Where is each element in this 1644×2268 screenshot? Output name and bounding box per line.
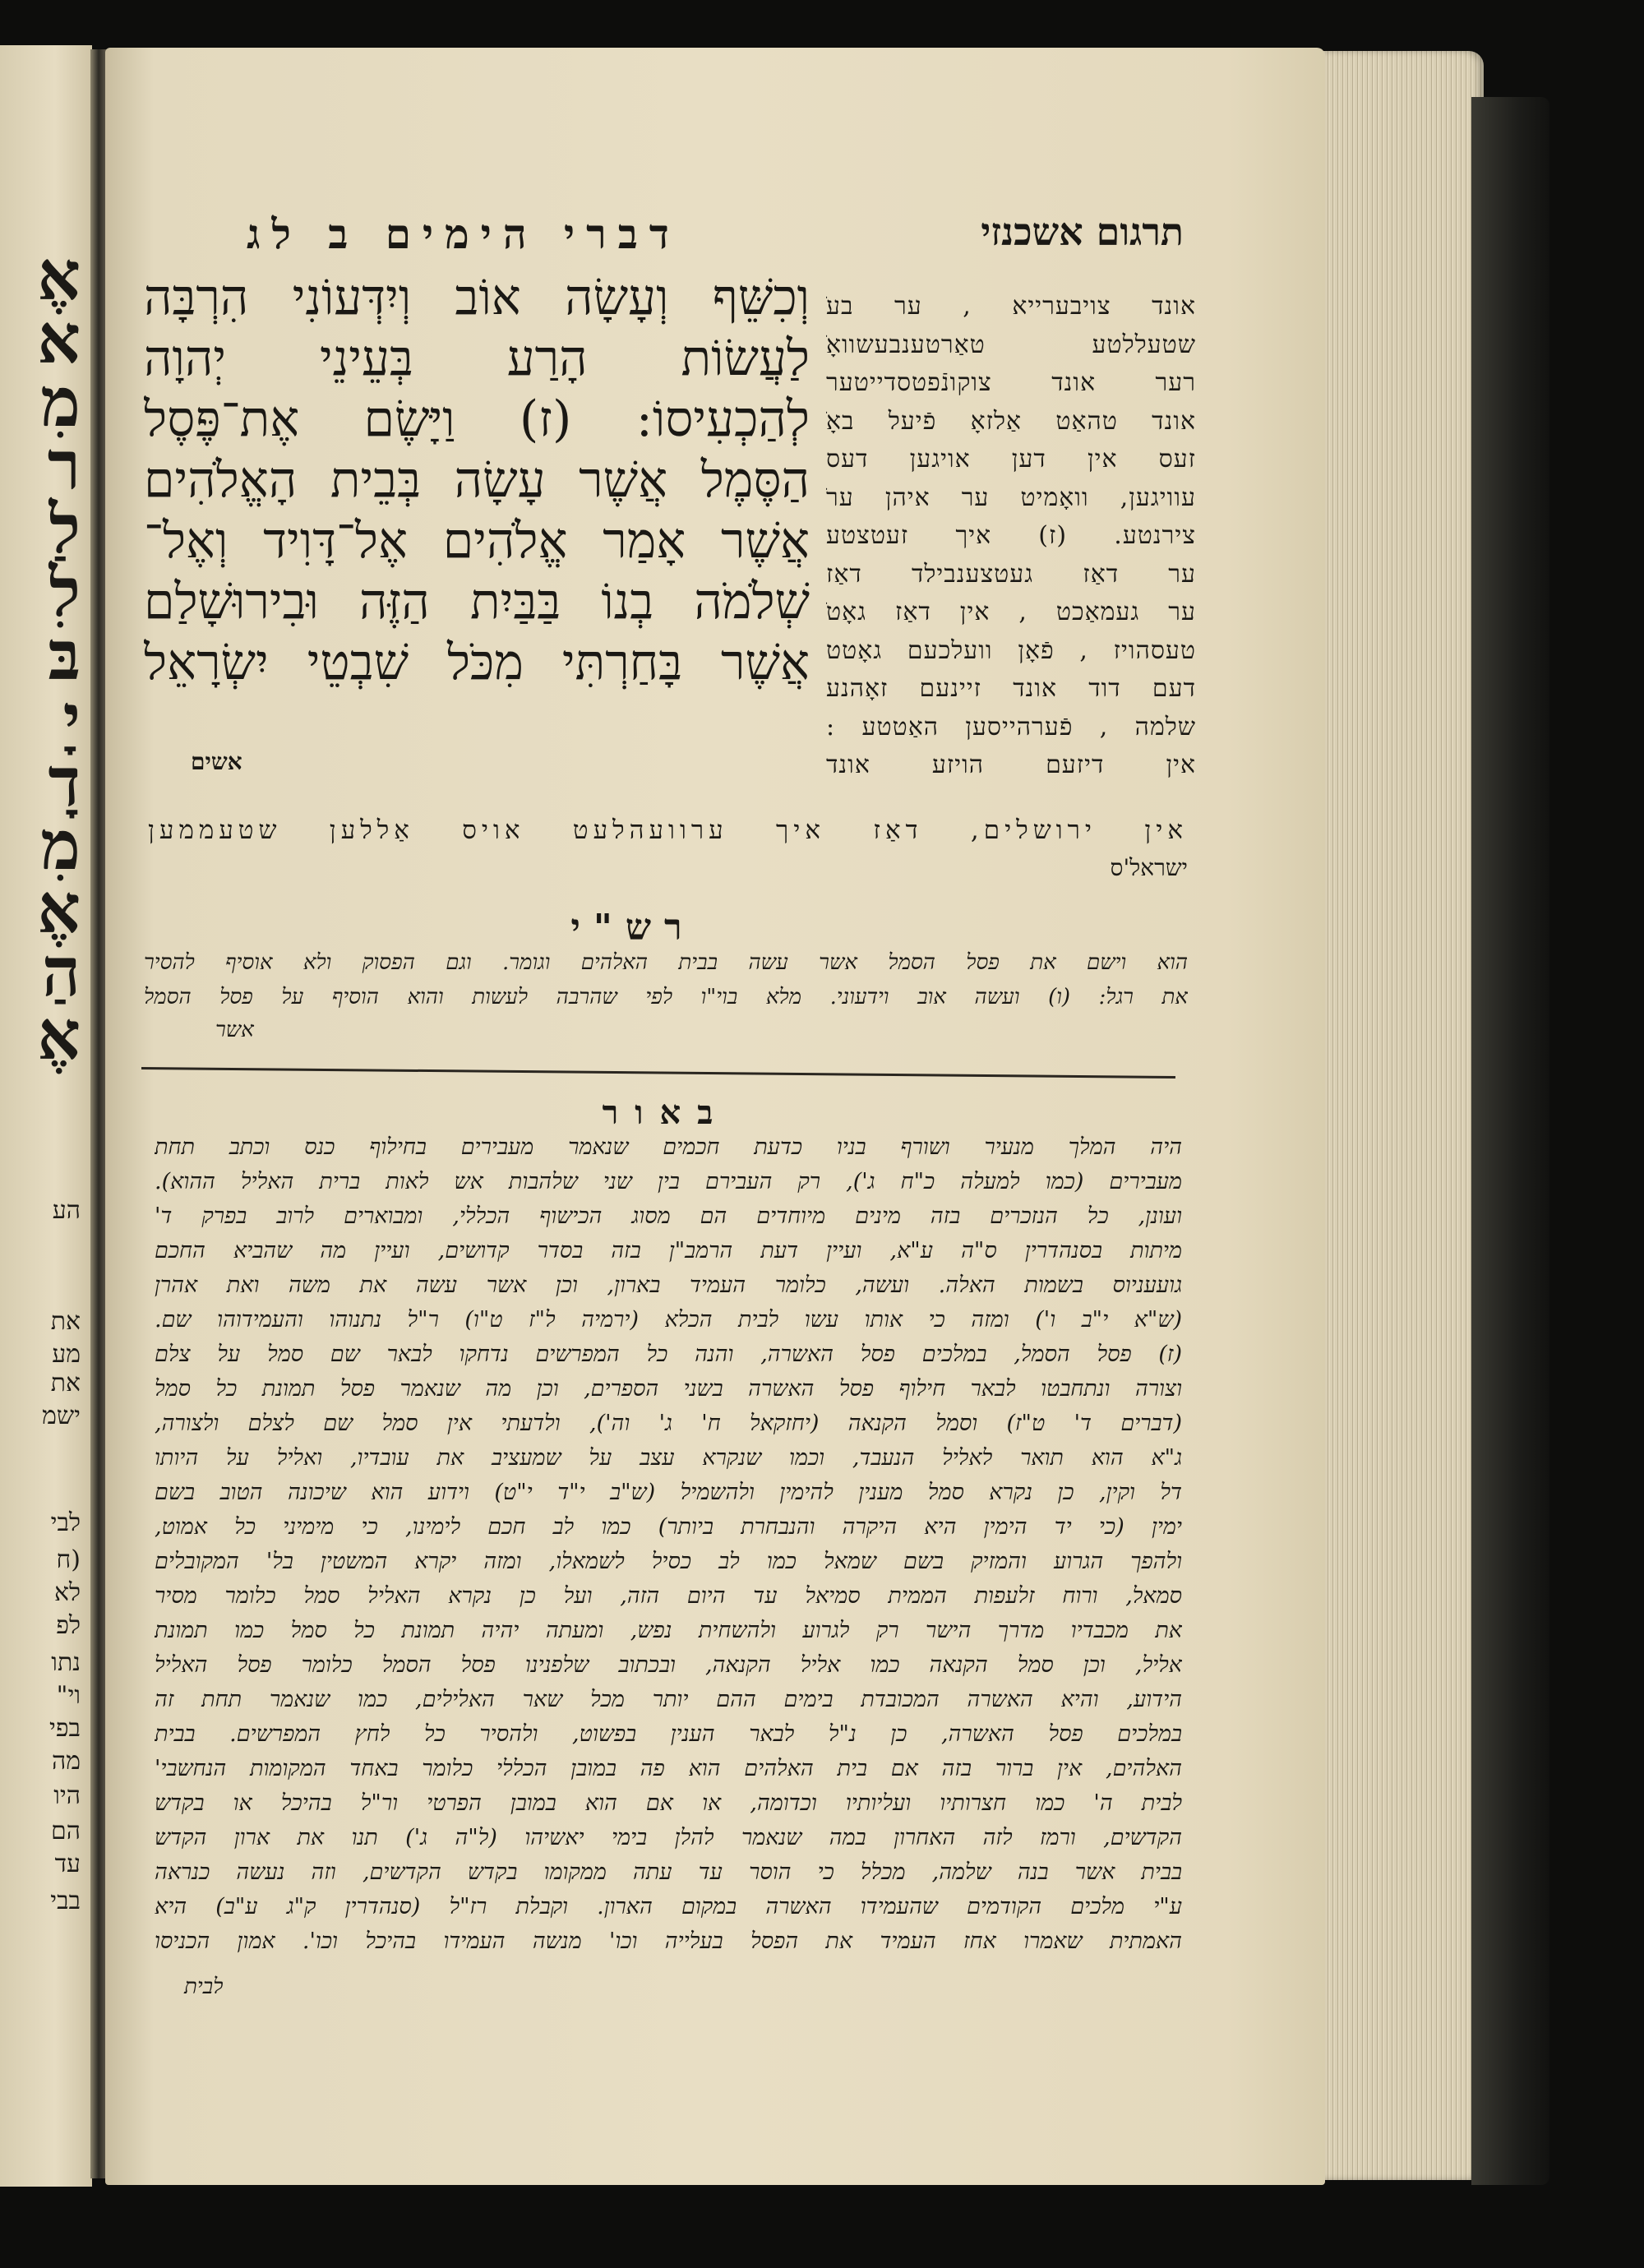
translation-last-word: ישראל'ס xyxy=(1110,854,1188,881)
translation-line: אין דיזעם הויזע אונד xyxy=(826,751,1196,779)
left-page-fragment: לא xyxy=(53,1578,81,1607)
left-page-fragment: הע xyxy=(52,1196,81,1225)
left-page-fragment: את xyxy=(50,1369,81,1397)
translation-line: זעס אין דען אויגען דעס xyxy=(826,445,1196,473)
bible-verse-line: הַסֶּמֶל אֲשֶׁר עָשָׂה בְּבֵית הָאֱלֹהִים xyxy=(144,451,810,509)
left-page-fragment: אֶ xyxy=(37,237,81,316)
translation-line: רער אונד צוקונֿפטסדייטער xyxy=(826,368,1196,397)
left-page-fragment: מה xyxy=(51,1747,81,1776)
left-page-fragment: בּ xyxy=(48,617,81,695)
left-page-fragment: א xyxy=(37,300,81,379)
biur-line: (ש"א י"ב ו') ומזה כי אותו עשו לבית הכלא (ירמיה ל"ז ט"ו) ר"ל נתנוהו והעמידוהו שם. xyxy=(155,1307,1182,1333)
biur-line: ימין (כי יד הימין היא היקרה והנבחרת ביותר) כמו לב חכם לימינו, כי מימיני כל אמוט, xyxy=(155,1514,1182,1540)
translation-line: אונד טהאַט אַלזאָ פֿיעל באָׂ xyxy=(826,406,1196,436)
translation-full-line: אין ירושלים, דאַז איך ערוועהלעט אויס אַללען שטעממען xyxy=(148,815,1188,845)
left-page-fragment: (ח xyxy=(56,1545,81,1574)
left-page-fragment: נתו xyxy=(51,1648,81,1677)
left-page-fragment: לִ xyxy=(48,553,81,632)
left-page-fragment: אֶ xyxy=(37,996,81,1075)
biur-line: מיתות בסנהדרין ס"ה ע"א, ועיין דעת הרמב"ן בזה בסדר קדושים, ועיין מה שהביא החכם xyxy=(155,1238,1182,1263)
left-page-fragment: ישמ xyxy=(42,1402,81,1430)
translation-line: טעסהויז , פֿאָן וועלכעם גאָטט xyxy=(826,635,1196,665)
biur-line: הקדשים, ורמז לזה האחרון במה שנאמר להלן בימי יאשיהו (ל"ה ג') תנו את ארון הקדש xyxy=(155,1825,1182,1850)
translation-title: תרגום אשכנזי xyxy=(981,210,1184,254)
running-head xyxy=(222,210,1184,275)
bible-verse-line: שְׁלֹמֹה בְנוֹ בַּבַּיִת הַזֶּה וּבִירוּשָׁלַם xyxy=(144,573,810,631)
left-page-fragment: מִ xyxy=(40,806,81,885)
rashi-commentary xyxy=(144,945,1188,1014)
left-page-fragment: היו xyxy=(53,1781,81,1810)
biur-line: (ז) פסל הסמל, במלכים פסל האשרה, והנה כל המפרשים נדחקו לבאר שם סמל על צלם xyxy=(155,1342,1182,1367)
left-page-fragment: לבי xyxy=(50,1508,81,1537)
biur-heading: באור xyxy=(602,1093,730,1132)
biur-line: האמתית שאמרו אחז העמיד את הפסל בעלייה וכו' מנשה העמידו בהיכל וכו'. אמון הכניסו xyxy=(155,1928,1182,1954)
left-page-fragment: את xyxy=(50,1307,81,1336)
biur-line: הידוע, והיא האשרה המכובדת בימים ההם יותר מכל שאר האלילים, כמו שנאמר תחת זה xyxy=(155,1687,1182,1712)
left-page-fragment: ר xyxy=(47,427,81,506)
book-title: דברי הימים ב לג xyxy=(247,210,681,258)
translation-line: דעם דוד אונד זיינעם זאָהנע xyxy=(826,674,1196,703)
bible-verse-line: לַעֲשׂוֹת הָרַע בְּעֵינֵי יְהוָה xyxy=(144,330,810,387)
bible-verse-line: אֲשֶׁר אָמַר אֱלֹהִים אֶל־דָּוִיד וְאֶל־ xyxy=(144,512,810,570)
biur-line: גועעניוס בשמות האלה. ועשה, כלומר העמיד בארון, וכן אשר עשה את משה ואת אהרן xyxy=(155,1273,1182,1298)
translation-line: עוויגען, וואָמיט ער איהן ערׂ xyxy=(826,483,1196,512)
bible-verse-line: אֲשֶׁר בָּחַרְתִּי מִכֹּל שִׁבְטֵי יִשְׂרָאֵל xyxy=(144,634,810,691)
left-page-fragment: וי" xyxy=(56,1681,81,1710)
rashi-heading: רש"י xyxy=(570,907,695,949)
translation-line: שלמה , פֿערהייסען האַטטע : xyxy=(826,712,1196,741)
translation-line: שטעללטע טאַרטענבעשוואָׂ xyxy=(826,330,1196,359)
biur-line: מעבירים (כמו למעלה כ"ח ג'), רק העבירם בין שני שלהבות אש לאות ברית האליל ההוא). xyxy=(155,1169,1182,1194)
left-page-fragment: דָ xyxy=(48,743,81,822)
rashi-catchword: אשר xyxy=(215,1018,254,1042)
left-page-fragment: בבי xyxy=(50,1887,81,1915)
biur-line: ע"י מלכים הקודמים שהעמידו האשרה במקום הארון. וקבלת רז"ל (סנהדרין ק"ג ע"ב) היא xyxy=(155,1894,1182,1919)
left-page xyxy=(0,45,92,2187)
biur-line: בבית אשר בנה שלמה, מכלל כי הוסר עד עתה ממקומו בקדש הקדשים, וזה נעשה כנראה xyxy=(155,1859,1182,1885)
biur-line: דל וקין, כן נקרא סמל מענין להימין ולהשמיל (ש"ב י"ד י"ט) וידוע הוא שיכונה הטוב בשם xyxy=(155,1480,1182,1505)
bible-verse-line: לְהַכְעִיסוֹ: (ז) וַיָּשֶׂם אֶת־פֶּסֶל xyxy=(144,390,810,448)
bible-verse-line: וְכִשֵּׁף וְעָשָׂה אוֹב וְיִדְּעוֹנִי הִרְבָּה xyxy=(144,269,810,326)
biur-catchword: לבית xyxy=(184,1975,224,1999)
biur-line: וצורה ונתחבטו לבאר חילוף פסל האשרה בשני הספרים, וכן מה שנאמר פסל תמונת כל סמל xyxy=(155,1376,1182,1402)
biur-line: ועונן, כל הנזכרים בזה מינים מיוחדים הם מסוג הכישוף הכללי, ומבוארים לרוב בפרק ד' xyxy=(155,1203,1182,1229)
translation-column xyxy=(826,288,1196,785)
rashi-line: הוא וישם את פסל הסמל אשר עשה בבית האלהים וגומר. וגם הפסוק ולא אוסיף להסיר xyxy=(144,950,1188,975)
biur-line: היה המלך מנעיר ושורף בניו כדעת חכמים שנאמר מעבירים בחילוף כנס וכתב תחת xyxy=(155,1134,1182,1160)
left-page-fragment: לַ xyxy=(48,490,81,569)
bible-text xyxy=(144,267,810,693)
biur-line: במלכים פסל האשרה, כן נ"ל לבאר הענין בפשוט, ולהסיר כל לחץ המפרשים. בבית xyxy=(155,1721,1182,1747)
bible-catchword: אשים xyxy=(191,748,242,775)
left-page-fragment: מִ xyxy=(40,363,81,442)
biur-line: (דברים ד' ט"ז) וסמל הקנאה (יחזקאל ח' ג' וה'), ולדעתי אין סמל שם לצלם ולצורה, xyxy=(155,1411,1182,1436)
book-cover xyxy=(1471,97,1549,2185)
left-page-fragment: בפי xyxy=(48,1714,81,1743)
biur-line: סמאל, ורוח זלעפות הממית סמיאל עד היום הזה, ועל כן נקרא האליל סמל כלומר מסיר xyxy=(155,1583,1182,1609)
translation-line: ער געמאַכט , אין דאַז גאָטׂ xyxy=(826,598,1196,626)
biur-line: את מכבדיו מדרך הישר רק לגרוע ולהשחית נפש, ומעתה יהיה תמונת כל סמל כמו תמונת xyxy=(155,1618,1182,1643)
translation-line: אונד צויבערייא , ער בעׂ xyxy=(826,292,1196,321)
biur-commentary xyxy=(155,1130,1182,1959)
biur-line: לבית ה' כמו חצרותיו ועליותיו וכדומה, או אם הוא במובן הפרטי ור"ל בהיכל או בקדש xyxy=(155,1790,1182,1816)
rashi-line: את רגל: (ו) ועשה אוב וידעוני. מלא בוי"ו לפי שהרבה לעשות והוא הוסיף על פסל הסמל xyxy=(144,985,1188,1009)
left-page-fragment: אֶ xyxy=(37,870,81,949)
translation-line: צירנטע. (ז) איך זעטצטע xyxy=(826,521,1196,550)
left-page-fragment: הַ xyxy=(41,933,81,1012)
left-page-fragment: יָ xyxy=(62,680,81,759)
left-page-fragment: עד xyxy=(54,1850,81,1878)
biur-line: ולהפך הגרוע והמזיק בשם שמאל כמו לב כסיל לשמאלו, ומזה יקרא המשטין בל' המקובלים xyxy=(155,1549,1182,1574)
left-page-fragment: מע xyxy=(52,1340,81,1369)
biur-line: אליל, וכן סמל הקנאה כמו אליל הקנאה, ובכתוב שלפנינו פסל הסמל כלומר פסל האליל xyxy=(155,1652,1182,1678)
left-page-fragment: לפ xyxy=(56,1611,81,1640)
page-edges xyxy=(1315,51,1484,2180)
biur-line: האלהים, אין ברור בזה אם בית האלהים הוא פה במובן הכללי כלומר באחד המקומות הנחשבי' xyxy=(155,1756,1182,1781)
translation-line: ער דאַז געטצענבילד דאַז xyxy=(826,559,1196,589)
left-page-fragment: הם xyxy=(51,1817,81,1845)
biur-line: ג"א הוא תואר לאליל הנעבד, וכמו שנקרא עצב על שמעציב את עובדיו, ואליל על היותו xyxy=(155,1445,1182,1471)
